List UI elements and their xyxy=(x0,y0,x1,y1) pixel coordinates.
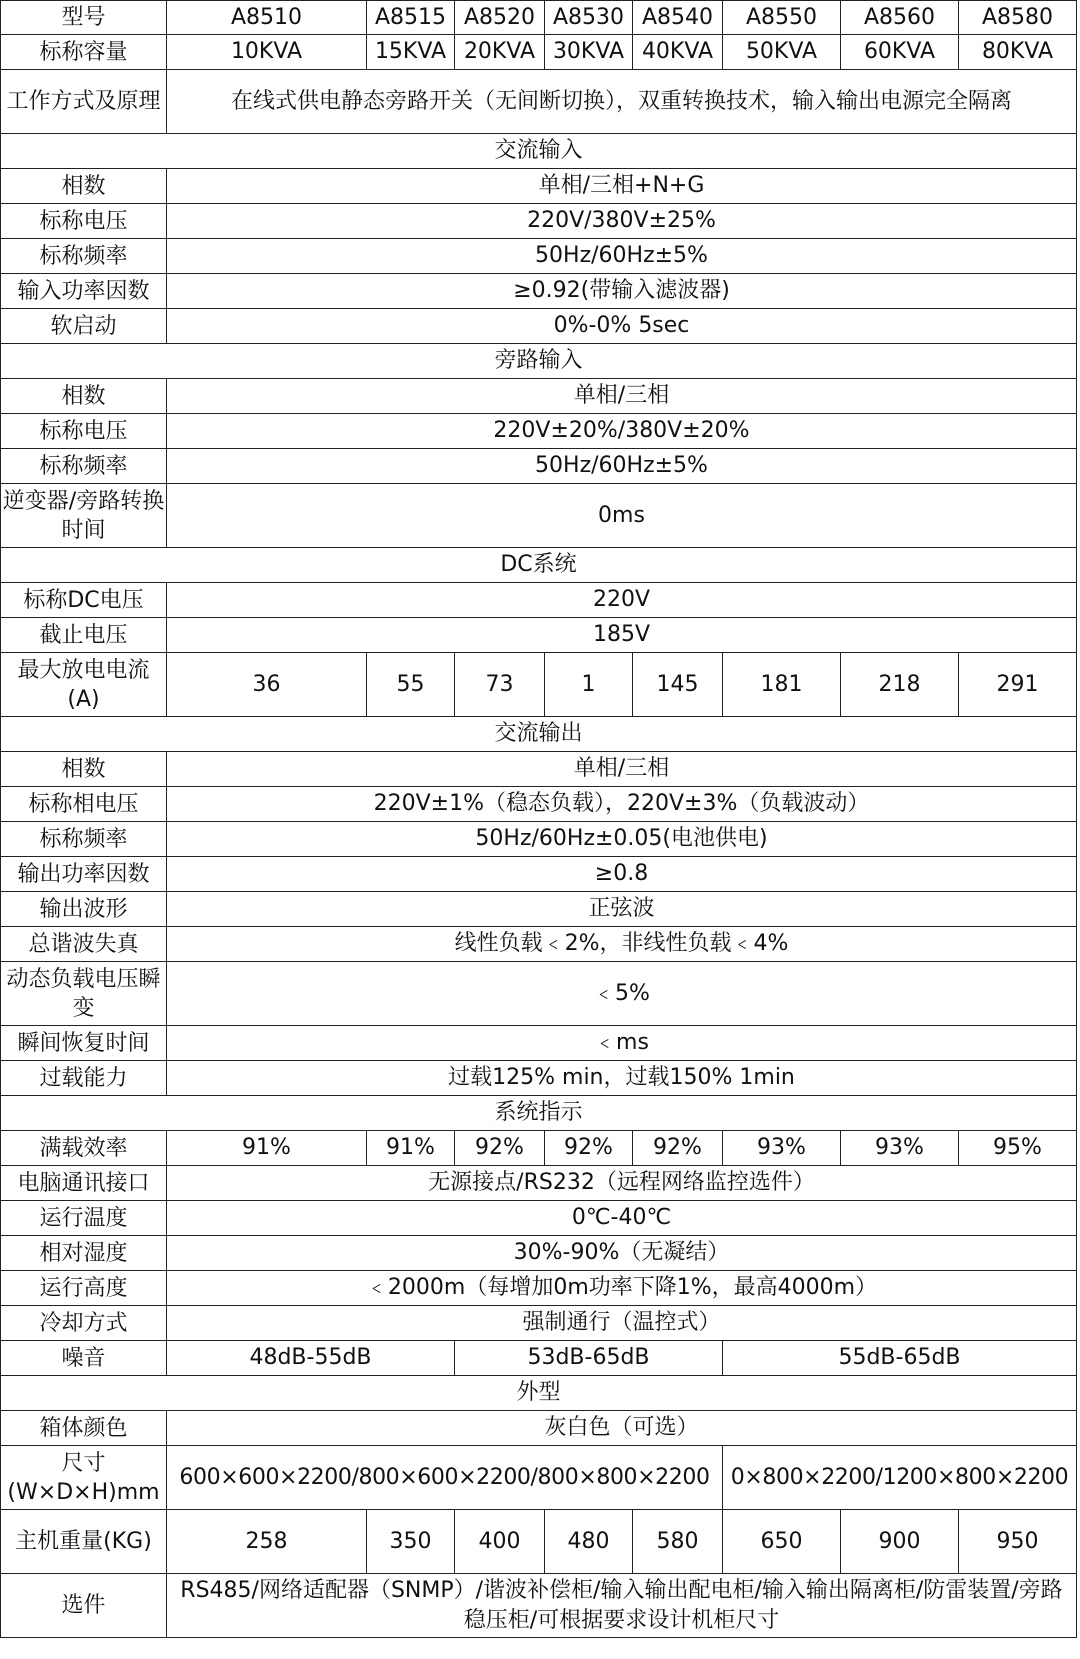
value-cell: 55 xyxy=(367,653,455,717)
value-cell: 正弦波 xyxy=(167,892,1077,927)
table-row xyxy=(1,653,1077,717)
row-label: 相数 xyxy=(1,379,167,414)
value-cell: 53dB-65dB xyxy=(455,1341,723,1376)
value-cell: 92% xyxy=(455,1131,545,1166)
value-cell: 50Hz/60Hz±5% xyxy=(167,239,1077,274)
value-cell: 92% xyxy=(545,1131,633,1166)
row-label: 标称频率 xyxy=(1,822,167,857)
row-label: 相对湿度 xyxy=(1,1236,167,1271)
value-cell: 50Hz/60Hz±0.05(电池供电) xyxy=(167,822,1077,857)
value-cell: 650 xyxy=(723,1510,841,1574)
section-header-row xyxy=(1,717,1077,752)
table-row xyxy=(1,1,1077,35)
value-cell: 73 xyxy=(455,653,545,717)
value-cell: A8540 xyxy=(633,1,723,35)
row-label: 标称容量 xyxy=(1,35,167,70)
value-cell: A8530 xyxy=(545,1,633,35)
table-row xyxy=(1,1446,1077,1510)
row-label: 噪音 xyxy=(1,1341,167,1376)
value-cell: 单相/三相 xyxy=(167,379,1077,414)
table-row xyxy=(1,35,1077,70)
row-label: 尺寸(W×D×H)mm xyxy=(1,1446,167,1510)
value-cell: A8510 xyxy=(167,1,367,35)
value-cell: 350 xyxy=(367,1510,455,1574)
table-row xyxy=(1,618,1077,653)
table-row xyxy=(1,892,1077,927)
value-cell: 20KVA xyxy=(455,35,545,70)
value-cell: 218 xyxy=(841,653,959,717)
value-cell: A8550 xyxy=(723,1,841,35)
value-cell: 91% xyxy=(167,1131,367,1166)
row-label: 最大放电电流(A) xyxy=(1,653,167,717)
value-cell: 92% xyxy=(633,1131,723,1166)
row-label: 截止电压 xyxy=(1,618,167,653)
row-label: 标称DC电压 xyxy=(1,583,167,618)
value-cell: 91% xyxy=(367,1131,455,1166)
row-label: 电脑通讯接口 xyxy=(1,1166,167,1201)
row-label: 标称频率 xyxy=(1,449,167,484)
value-cell: 580 xyxy=(633,1510,723,1574)
value-cell: 185V xyxy=(167,618,1077,653)
table-row xyxy=(1,70,1077,134)
value-cell: A8580 xyxy=(959,1,1077,35)
value-cell: A8560 xyxy=(841,1,959,35)
value-cell: 95% xyxy=(959,1131,1077,1166)
table-row xyxy=(1,169,1077,204)
table-row xyxy=(1,484,1077,548)
table-row xyxy=(1,1026,1077,1061)
value-cell: 480 xyxy=(545,1510,633,1574)
value-cell: RS485/网络适配器（SNMP）/谐波补偿柜/输入输出配电柜/输入输出隔离柜/防雷装置/旁路稳压柜/可根据要求设计机柜尺寸 xyxy=(167,1574,1077,1638)
value-cell: 220V±1%（稳态负载），220V±3%（负载波动） xyxy=(167,787,1077,822)
row-label: 冷却方式 xyxy=(1,1306,167,1341)
table-row xyxy=(1,1341,1077,1376)
table-row xyxy=(1,1574,1077,1638)
value-cell: ﹤ms xyxy=(167,1026,1077,1061)
table-row xyxy=(1,822,1077,857)
row-label: 瞬间恢复时间 xyxy=(1,1026,167,1061)
table-row xyxy=(1,274,1077,309)
section-header-row xyxy=(1,134,1077,169)
row-label: 标称电压 xyxy=(1,204,167,239)
value-cell: A8520 xyxy=(455,1,545,35)
value-cell: ﹤2000m（每增加0m功率下降1%，最高4000m） xyxy=(167,1271,1077,1306)
value-cell: 1 xyxy=(545,653,633,717)
value-cell: 灰白色（可选） xyxy=(167,1411,1077,1446)
table-row xyxy=(1,1271,1077,1306)
table-row xyxy=(1,309,1077,344)
row-label: 输入功率因数 xyxy=(1,274,167,309)
table-row xyxy=(1,1306,1077,1341)
table-row xyxy=(1,962,1077,1026)
value-cell: 30%-90%（无凝结） xyxy=(167,1236,1077,1271)
value-cell: 55dB-65dB xyxy=(723,1341,1077,1376)
value-cell: 0℃-40℃ xyxy=(167,1201,1077,1236)
section-title: 交流输出 xyxy=(1,717,1077,752)
value-cell: 50KVA xyxy=(723,35,841,70)
row-label: 主机重量(KG) xyxy=(1,1510,167,1574)
value-cell: ≥0.92(带输入滤波器) xyxy=(167,274,1077,309)
row-label: 总谐波失真 xyxy=(1,927,167,962)
row-label: 选件 xyxy=(1,1574,167,1638)
row-label: 标称频率 xyxy=(1,239,167,274)
table-row xyxy=(1,1201,1077,1236)
row-label: 型号 xyxy=(1,1,167,35)
section-header-row xyxy=(1,548,1077,583)
value-cell: 0ms xyxy=(167,484,1077,548)
value-cell: 145 xyxy=(633,653,723,717)
value-cell: ﹤5% xyxy=(167,962,1077,1026)
value-cell: 40KVA xyxy=(633,35,723,70)
value-cell: 600×600×2200/800×600×2200/800×800×2200 xyxy=(167,1446,723,1510)
section-header-row xyxy=(1,344,1077,379)
value-cell: 900 xyxy=(841,1510,959,1574)
value-cell: A8515 xyxy=(367,1,455,35)
section-title: 交流输入 xyxy=(1,134,1077,169)
section-header-row xyxy=(1,1376,1077,1411)
table-row xyxy=(1,204,1077,239)
row-label: 相数 xyxy=(1,169,167,204)
value-cell: 单相/三相 xyxy=(167,752,1077,787)
value-cell: 过载125% min，过载150% 1min xyxy=(167,1061,1077,1096)
table-row xyxy=(1,752,1077,787)
value-cell: 258 xyxy=(167,1510,367,1574)
table-row xyxy=(1,1236,1077,1271)
row-label: 过载能力 xyxy=(1,1061,167,1096)
table-row xyxy=(1,927,1077,962)
row-label: 软启动 xyxy=(1,309,167,344)
section-title: DC系统 xyxy=(1,548,1077,583)
value-cell: 单相/三相+N+G xyxy=(167,169,1077,204)
table-row xyxy=(1,583,1077,618)
value-cell: 强制通行（温控式） xyxy=(167,1306,1077,1341)
value-cell: 在线式供电静态旁路开关（无间断切换），双重转换技术，输入输出电源完全隔离 xyxy=(167,70,1077,134)
value-cell: 30KVA xyxy=(545,35,633,70)
table-row xyxy=(1,1166,1077,1201)
value-cell: 50Hz/60Hz±5% xyxy=(167,449,1077,484)
value-cell: 93% xyxy=(841,1131,959,1166)
value-cell: 93% xyxy=(723,1131,841,1166)
row-label: 满载效率 xyxy=(1,1131,167,1166)
row-label: 相数 xyxy=(1,752,167,787)
value-cell: 线性负载﹤2%，非线性负载﹤4% xyxy=(167,927,1077,962)
row-label: 输出功率因数 xyxy=(1,857,167,892)
value-cell: 36 xyxy=(167,653,367,717)
table-row xyxy=(1,1411,1077,1446)
value-cell: 400 xyxy=(455,1510,545,1574)
row-label: 动态负载电压瞬变 xyxy=(1,962,167,1026)
row-label: 逆变器/旁路转换时间 xyxy=(1,484,167,548)
value-cell: 220V±20%/380V±20% xyxy=(167,414,1077,449)
table-row xyxy=(1,414,1077,449)
value-cell: 80KVA xyxy=(959,35,1077,70)
table-row xyxy=(1,449,1077,484)
table-row xyxy=(1,1131,1077,1166)
row-label: 标称电压 xyxy=(1,414,167,449)
row-label: 标称相电压 xyxy=(1,787,167,822)
value-cell: ≥0.8 xyxy=(167,857,1077,892)
value-cell: 10KVA xyxy=(167,35,367,70)
value-cell: 0%-0% 5sec xyxy=(167,309,1077,344)
row-label: 工作方式及原理 xyxy=(1,70,167,134)
value-cell: 181 xyxy=(723,653,841,717)
row-label: 输出波形 xyxy=(1,892,167,927)
row-label: 运行高度 xyxy=(1,1271,167,1306)
table-row xyxy=(1,787,1077,822)
table-row xyxy=(1,857,1077,892)
value-cell: 220V/380V±25% xyxy=(167,204,1077,239)
row-label: 箱体颜色 xyxy=(1,1411,167,1446)
section-title: 旁路输入 xyxy=(1,344,1077,379)
table-row xyxy=(1,1510,1077,1574)
value-cell: 60KVA xyxy=(841,35,959,70)
table-row xyxy=(1,1061,1077,1096)
value-cell: 291 xyxy=(959,653,1077,717)
section-title: 外型 xyxy=(1,1376,1077,1411)
value-cell: 15KVA xyxy=(367,35,455,70)
table-row xyxy=(1,379,1077,414)
value-cell: 48dB-55dB xyxy=(167,1341,455,1376)
value-cell: 220V xyxy=(167,583,1077,618)
value-cell: 950 xyxy=(959,1510,1077,1574)
value-cell: 无源接点/RS232（远程网络监控选件） xyxy=(167,1166,1077,1201)
section-header-row xyxy=(1,1096,1077,1131)
table-row xyxy=(1,239,1077,274)
row-label: 运行温度 xyxy=(1,1201,167,1236)
value-cell: 0×800×2200/1200×800×2200 xyxy=(723,1446,1077,1510)
section-title: 系统指示 xyxy=(1,1096,1077,1131)
